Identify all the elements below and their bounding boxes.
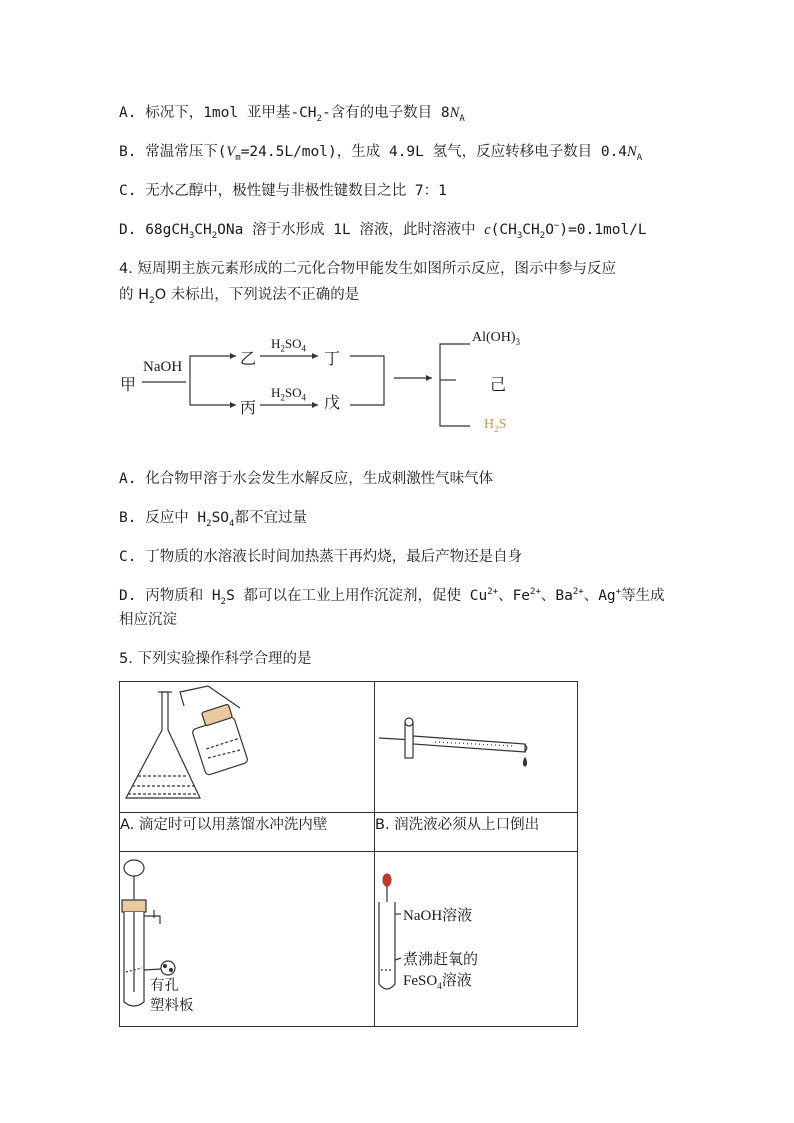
compound-bing: 丙 <box>240 400 257 417</box>
q3-option-b: B. 常温常压下$(V_m=24.5L/mol)$，生成 4.9L 氢气，反应转移电子数目 $0.4N_A$ <box>119 144 643 163</box>
cell-b-caption: B. 润洗液必须从上口倒出 <box>375 813 578 852</box>
naoh-solution-label: NaOH溶液 <box>403 908 473 924</box>
q4-stem-line2: 的 $H_2O$ 未标出，下列说法不正确的是 <box>119 287 360 306</box>
product-aloh3: $Al(OH)_3$ <box>472 330 521 347</box>
product-ji: 己 <box>490 377 507 394</box>
cell-b-image <box>375 682 578 813</box>
q5-stem: 5. 下列实验操作科学合理的是 <box>119 651 312 667</box>
feso4-solution-label: FeSO$_4$溶液 <box>403 973 472 991</box>
compound-wu: 戊 <box>324 395 341 412</box>
test-tube-dropper-icon <box>375 852 577 1022</box>
q4-option-b: B. 反应中 $H_2SO_4$都不宜过量 <box>119 510 307 529</box>
cell-a-image <box>120 682 375 813</box>
compound-jia: 甲 <box>120 377 137 394</box>
boiled-label: 煮沸赶氧的 <box>403 952 479 968</box>
q4-option-d-line2: 相应沉淀 <box>119 612 177 628</box>
q4-option-c: C. 丁物质的水溶液长时间加热蒸干再灼烧，最后产物还是自身 <box>119 549 523 565</box>
cell-c <box>120 852 375 1027</box>
compound-ding: 丁 <box>324 351 341 368</box>
q3-option-d: D. $68gCH_3CH_2ONa$ 溶于水形成 1L 溶液，此时溶液中 $c(CH_3CH_2O^-)=0.1mol/L$ <box>119 221 647 241</box>
product-bracket <box>440 344 470 426</box>
cell-d <box>375 852 578 1027</box>
plate-label-1: 有孔 <box>150 978 179 994</box>
q4-stem-line1: 4. 短周期主族元素形成的二元化合物甲能发生如图所示反应，图示中参与反应 <box>119 261 616 277</box>
q3-option-c: C. 无水乙醇中，极性键与非极性键数目之比 7：1 <box>119 183 447 199</box>
compound-yi: 乙 <box>240 351 257 368</box>
q4-option-a: A. 化合物甲溶于水会发生水解反应，生成刺激性气味气体 <box>119 471 494 487</box>
flask-washbottle-icon <box>120 682 374 808</box>
product-h2s: $H_2S$ <box>484 417 507 434</box>
cell-a-caption: A. 滴定时可以用蒸馏水冲洗内壁 <box>120 813 375 852</box>
h2so4-label-bottom: $H_2SO_4$ <box>271 385 307 403</box>
q4-option-d: D. 丙物质和 $H_2S$ 都可以在工业上用作沉淀剂，促使 $Cu^{2+}$、$Fe^{2+}$、$Ba^{2+}$、Ag+等生成 <box>119 587 665 607</box>
naoh-label: NaOH <box>143 359 183 375</box>
split-bracket <box>190 356 236 405</box>
burette-icon <box>375 682 577 808</box>
experiment-table <box>119 681 578 1027</box>
merge-bracket <box>350 356 384 405</box>
plate-label-2: 塑料板 <box>150 998 194 1014</box>
q3-option-a: A. 标况下，1mol 亚甲基$-CH_2-$含有的电子数目 $8N_A$ <box>119 105 465 124</box>
h2so4-label-top: $H_2SO_4$ <box>271 336 307 354</box>
